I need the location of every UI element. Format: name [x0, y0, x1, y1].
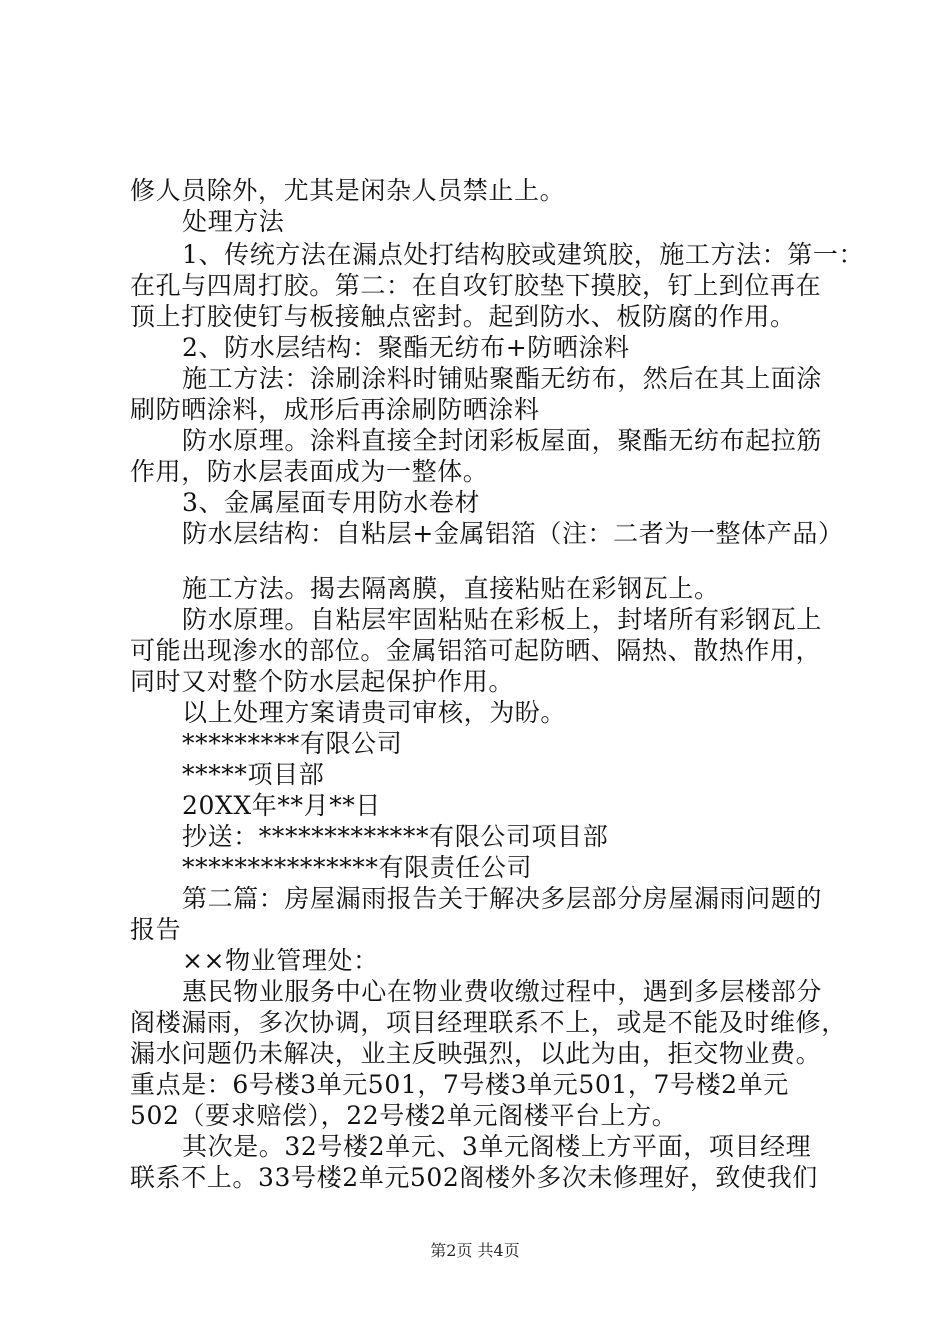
section-heading: 第二篇：房屋漏雨报告关于解决多层部分房屋漏雨问题的 — [182, 884, 823, 913]
text-line: 2、防水层结构：聚酯无纺布+防晒涂料 — [182, 333, 630, 362]
text-line: 作用，防水层表面成为一整体。 — [130, 457, 489, 486]
text-line: 阁楼漏雨，多次协调，项目经理联系不上，或是不能及时维修， — [130, 1008, 847, 1037]
text-line: 施工方法：涂刷涂料时铺贴聚酯无纺布，然后在其上面涂 — [182, 364, 823, 393]
text-line: 可能出现渗水的部位。金属铝箔可起防晒、隔热、散热作用， — [130, 636, 822, 665]
text-line: 施工方法。揭去隔离膜，直接粘贴在彩钢瓦上。 — [182, 574, 720, 603]
text-line: 漏水问题仍未解决，业主反映强烈，以此为由，拒交物业费。 — [130, 1039, 822, 1068]
cc-line: ***************有限责任公司 — [182, 853, 533, 882]
text-line: 1、传统方法在漏点处打结构胶或建筑胶，施工方法：第一： — [182, 240, 865, 269]
text-line: 报告 — [130, 915, 182, 944]
section-heading: 处理方法 — [182, 207, 285, 236]
text-line: 修人员除外，尤其是闲杂人员禁止上。 — [130, 176, 566, 205]
text-line: 同时又对整个防水层起保护作用。 — [130, 667, 515, 696]
text-line: 3、金属屋面专用防水卷材 — [182, 488, 481, 517]
text-line: 其次是。32号楼2单元、3单元阁楼上方平面，项目经理 — [182, 1132, 812, 1161]
text-line: 顶上打胶使钉与板接触点密封。起到防水、板防腐的作用。 — [130, 302, 796, 331]
text-line: 防水原理。自粘层牢固粘贴在彩板上，封堵所有彩钢瓦上 — [182, 605, 823, 634]
text-line: 防水原理。涂料直接全封闭彩板屋面，聚酯无纺布起拉筋 — [182, 426, 823, 455]
text-line: 惠民物业服务中心在物业费收缴过程中，遇到多层楼部分 — [182, 977, 823, 1006]
text-line: 重点是：6号楼3单元501，7号楼3单元501，7号楼2单元 — [130, 1070, 789, 1099]
signature-date: 20XX年**月**日 — [182, 791, 382, 820]
text-line: 在孔与四周打胶。第二：在自攻钉胶垫下摸胶，钉上到位再在 — [130, 271, 822, 300]
salutation: ××物业管理处： — [182, 946, 379, 975]
text-line: 刷防晒涂料，成形后再涂刷防晒涂料 — [130, 395, 540, 424]
cc-line: 抄送：*************有限公司项目部 — [182, 822, 609, 851]
text-line: 防水层结构：自粘层+金属铝箔（注：二者为一整体产品） — [182, 519, 844, 548]
text-line: 以上处理方案请贵司审核，为盼。 — [182, 698, 567, 727]
signature-company: *********有限公司 — [182, 729, 403, 758]
signature-department: *****项目部 — [182, 760, 325, 789]
text-line: 联系不上。33号楼2单元502阁楼外多次未修理好，致使我们 — [130, 1163, 818, 1192]
page-number-footer: 第2页 共4页 — [430, 1241, 520, 1260]
text-line: 502（要求赔偿），22号楼2单元阁楼平台上方。 — [130, 1101, 678, 1130]
